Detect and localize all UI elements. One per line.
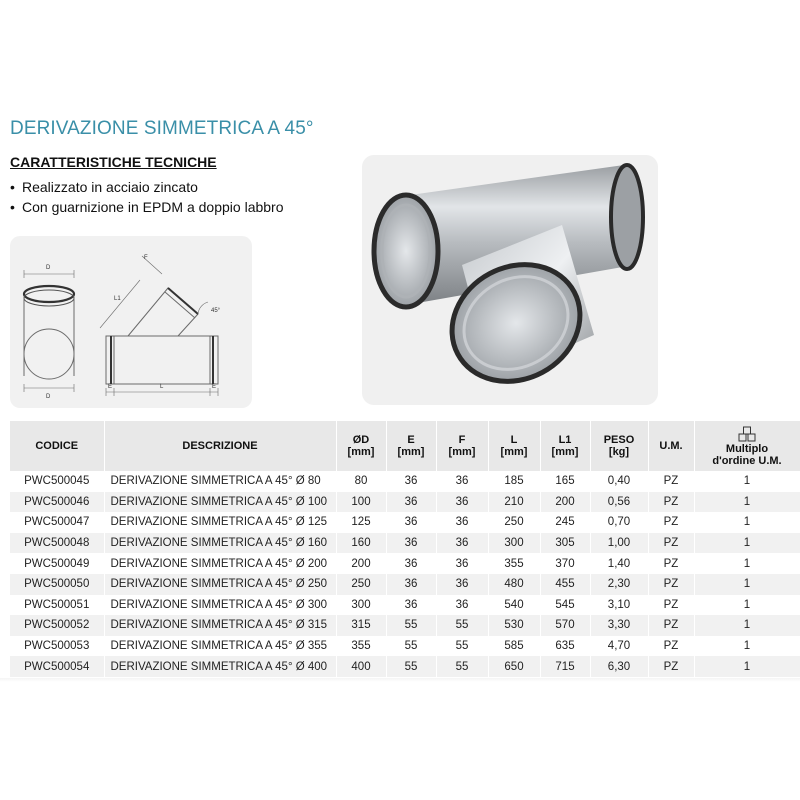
cell-um: PZ	[648, 656, 694, 677]
header-l: L [mm]	[488, 421, 540, 471]
dim-label-l1: L1	[114, 296, 121, 302]
feature-item: • Realizzato in acciaio zincato	[10, 177, 284, 197]
cell-descrizione: DERIVAZIONE SIMMETRICA A 45° Ø 160	[104, 533, 336, 554]
cell-l: 530	[488, 615, 540, 636]
cell-l: 210	[488, 492, 540, 513]
table-row	[10, 615, 800, 636]
cell-d: 200	[336, 553, 386, 574]
cell-d: 250	[336, 574, 386, 595]
cell-multiplo: 1	[694, 512, 800, 533]
header-d: ØD [mm]	[336, 421, 386, 471]
cell-e: 36	[386, 492, 436, 513]
cell-um: PZ	[648, 471, 694, 492]
cell-peso: 4,70	[590, 636, 648, 657]
cell-e: 36	[386, 574, 436, 595]
cell-l: 540	[488, 595, 540, 616]
cell-multiplo: 1	[694, 471, 800, 492]
table-row	[10, 553, 800, 574]
cell-f: 36	[436, 533, 488, 554]
cell-d: 355	[336, 636, 386, 657]
table-row	[10, 656, 800, 677]
cell-l1: 200	[540, 492, 590, 513]
cell-l: 585	[488, 636, 540, 657]
cell-peso: 2,30	[590, 574, 648, 595]
cell-f: 55	[436, 615, 488, 636]
cell-f: 36	[436, 595, 488, 616]
cell-e: 55	[386, 615, 436, 636]
cell-f: 55	[436, 656, 488, 677]
cell-d: 400	[336, 656, 386, 677]
cell-multiplo: 1	[694, 636, 800, 657]
cell-descrizione: DERIVAZIONE SIMMETRICA A 45° Ø 200	[104, 553, 336, 574]
table-row	[10, 636, 800, 657]
cell-f: 36	[436, 553, 488, 574]
dim-label-d: D	[46, 394, 51, 400]
cell-peso: 0,70	[590, 512, 648, 533]
cell-e: 55	[386, 636, 436, 657]
cell-peso: 1,00	[590, 533, 648, 554]
cell-multiplo: 1	[694, 595, 800, 616]
cell-l1: 245	[540, 512, 590, 533]
header-um: U.M.	[648, 421, 694, 471]
cell-peso: 3,30	[590, 615, 648, 636]
spec-table	[10, 421, 800, 677]
package-boxes-icon	[738, 426, 756, 442]
cell-um: PZ	[648, 574, 694, 595]
cell-codice: PWC500051	[10, 595, 104, 616]
cell-peso: 0,56	[590, 492, 648, 513]
drawing-svg	[10, 236, 252, 408]
technical-drawing	[10, 236, 252, 408]
cell-um: PZ	[648, 512, 694, 533]
product-photo	[362, 155, 658, 405]
cell-d: 100	[336, 492, 386, 513]
cell-d: 300	[336, 595, 386, 616]
cell-l: 650	[488, 656, 540, 677]
cell-codice: PWC500052	[10, 615, 104, 636]
dim-label-e: E	[212, 384, 217, 390]
cell-um: PZ	[648, 492, 694, 513]
cell-d: 80	[336, 471, 386, 492]
cell-codice: PWC500047	[10, 512, 104, 533]
cell-descrizione: DERIVAZIONE SIMMETRICA A 45° Ø 315	[104, 615, 336, 636]
cell-peso: 0,40	[590, 471, 648, 492]
cell-l1: 165	[540, 471, 590, 492]
cell-e: 36	[386, 471, 436, 492]
feature-item: • Con guarnizione in EPDM a doppio labbro	[10, 197, 284, 217]
table-row	[10, 595, 800, 616]
header-e: E [mm]	[386, 421, 436, 471]
bottom-divider	[0, 678, 800, 682]
page-title: DERIVAZIONE SIMMETRICA A 45°	[10, 118, 314, 139]
cell-codice: PWC500048	[10, 533, 104, 554]
dim-label-angle: 45°	[211, 308, 221, 314]
cell-d: 125	[336, 512, 386, 533]
cell-descrizione: DERIVAZIONE SIMMETRICA A 45° Ø 355	[104, 636, 336, 657]
cell-f: 36	[436, 492, 488, 513]
cell-peso: 3,10	[590, 595, 648, 616]
cell-multiplo: 1	[694, 553, 800, 574]
cell-multiplo: 1	[694, 533, 800, 554]
cell-d: 315	[336, 615, 386, 636]
header-descrizione: DESCRIZIONE	[104, 421, 336, 471]
cell-e: 55	[386, 656, 436, 677]
cell-l: 300	[488, 533, 540, 554]
cell-l1: 370	[540, 553, 590, 574]
dim-label-e: E	[108, 384, 113, 390]
cell-l1: 635	[540, 636, 590, 657]
header-l1: L1 [mm]	[540, 421, 590, 471]
cell-codice: PWC500049	[10, 553, 104, 574]
cell-l1: 455	[540, 574, 590, 595]
cell-descrizione: DERIVAZIONE SIMMETRICA A 45° Ø 400	[104, 656, 336, 677]
table-row	[10, 471, 800, 492]
cell-um: PZ	[648, 595, 694, 616]
features-heading: CARATTERISTICHE TECNICHE	[10, 154, 217, 170]
header-multiplo: Multiplo d'ordine U.M.	[694, 421, 800, 471]
cell-descrizione: DERIVAZIONE SIMMETRICA A 45° Ø 100	[104, 492, 336, 513]
cell-l1: 545	[540, 595, 590, 616]
cell-descrizione: DERIVAZIONE SIMMETRICA A 45° Ø 250	[104, 574, 336, 595]
header-f: F [mm]	[436, 421, 488, 471]
cell-l1: 570	[540, 615, 590, 636]
cell-descrizione: DERIVAZIONE SIMMETRICA A 45° Ø 125	[104, 512, 336, 533]
cell-multiplo: 1	[694, 574, 800, 595]
cell-codice: PWC500046	[10, 492, 104, 513]
features-list	[10, 177, 284, 217]
cell-l1: 715	[540, 656, 590, 677]
cell-e: 36	[386, 512, 436, 533]
cell-descrizione: DERIVAZIONE SIMMETRICA A 45° Ø 80	[104, 471, 336, 492]
cell-l: 355	[488, 553, 540, 574]
cell-f: 36	[436, 471, 488, 492]
cell-multiplo: 1	[694, 492, 800, 513]
cell-descrizione: DERIVAZIONE SIMMETRICA A 45° Ø 300	[104, 595, 336, 616]
cell-multiplo: 1	[694, 615, 800, 636]
cell-um: PZ	[648, 615, 694, 636]
product-photo-svg	[362, 155, 658, 405]
cell-um: PZ	[648, 636, 694, 657]
cell-um: PZ	[648, 533, 694, 554]
cell-codice: PWC500050	[10, 574, 104, 595]
header-peso: PESO [kg]	[590, 421, 648, 471]
cell-codice: PWC500053	[10, 636, 104, 657]
cell-f: 36	[436, 512, 488, 533]
cell-l1: 305	[540, 533, 590, 554]
cell-f: 36	[436, 574, 488, 595]
cell-e: 36	[386, 595, 436, 616]
cell-codice: PWC500045	[10, 471, 104, 492]
cell-l: 480	[488, 574, 540, 595]
table-row	[10, 492, 800, 513]
cell-codice: PWC500054	[10, 656, 104, 677]
cell-um: PZ	[648, 553, 694, 574]
cell-multiplo: 1	[694, 656, 800, 677]
cell-peso: 1,40	[590, 553, 648, 574]
cell-l: 185	[488, 471, 540, 492]
cell-e: 36	[386, 533, 436, 554]
table-row	[10, 512, 800, 533]
cell-l: 250	[488, 512, 540, 533]
dim-label-l: L	[160, 384, 164, 390]
header-codice: CODICE	[10, 421, 104, 471]
dim-label-d: D	[46, 265, 51, 271]
table-row	[10, 533, 800, 554]
cell-d: 160	[336, 533, 386, 554]
cell-peso: 6,30	[590, 656, 648, 677]
table-row	[10, 574, 800, 595]
cell-e: 36	[386, 553, 436, 574]
table-header-row	[10, 421, 800, 471]
cell-f: 55	[436, 636, 488, 657]
dim-label-f: F	[144, 255, 148, 261]
